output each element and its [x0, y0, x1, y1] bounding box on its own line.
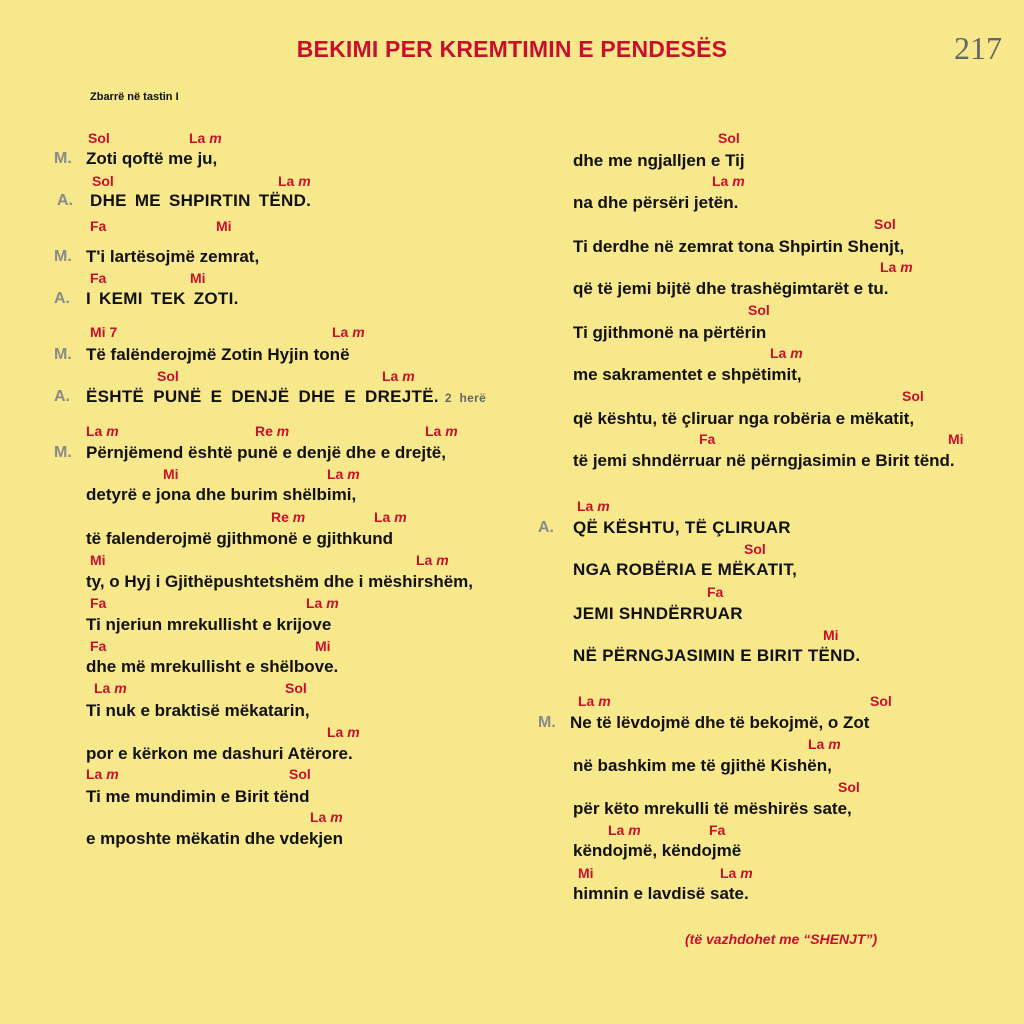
- chord-sol: Sol: [748, 302, 770, 318]
- repeat-marker: 2 herë: [444, 391, 487, 405]
- lyric-line: Ti gjithmonë na përtërin: [573, 323, 767, 342]
- lyric-line: NGA ROBËRIA E MËKATIT,: [573, 560, 798, 579]
- chord-la-minor: La m: [880, 259, 913, 275]
- lyric-line: ËSHTË PUNË E DENJË DHE E DREJTË. 2 herë: [86, 387, 487, 406]
- chord-sol: Sol: [838, 779, 860, 795]
- lyric-line: Ti njeriun mrekullisht e krijove: [86, 615, 332, 634]
- chord-re-minor: Re m: [255, 423, 290, 439]
- chord-re-minor: Re m: [271, 509, 306, 525]
- speaker-a: A.: [538, 519, 554, 536]
- lyric-line: DHE ME SHPIRTIN TËND.: [90, 191, 312, 210]
- lyric-line: T'i lartësojmë zemrat,: [86, 247, 260, 266]
- lyric-line: Ti nuk e braktisë mëkatarin,: [86, 701, 310, 720]
- lyric-line: I KEMI TEK ZOTI.: [86, 289, 239, 308]
- chord-la-minor: La m: [327, 724, 360, 740]
- lyric-line: Të falënderojmë Zotin Hyjin tonë: [86, 345, 350, 364]
- chord-fa: Fa: [90, 595, 107, 611]
- chord-la-minor: La m: [374, 509, 407, 525]
- lyric-line: detyrë e jona dhe burim shëlbimi,: [86, 485, 357, 504]
- lyric-line: QË KËSHTU, TË ÇLIRUAR: [573, 518, 791, 537]
- speaker-m: M.: [54, 150, 72, 167]
- lyric-line: për këto mrekulli të mëshirës sate,: [573, 799, 852, 818]
- chord-mi: Mi: [823, 627, 839, 643]
- chord-la-minor: La m: [577, 498, 610, 514]
- lyric-line: por e kërkon me dashuri Atërore.: [86, 744, 353, 763]
- chord-mi: Mi: [163, 466, 179, 482]
- speaker-a: A.: [54, 388, 70, 405]
- lyric-line: himnin e lavdisë sate.: [573, 884, 749, 903]
- chord-la-minor: La m: [770, 345, 803, 361]
- tuning-note: Zbarrë në tastin I: [90, 91, 179, 103]
- chord-la-minor: La m: [416, 552, 449, 568]
- chord-la-minor: La m: [306, 595, 339, 611]
- speaker-a: A.: [57, 192, 73, 209]
- lyric-line: Ne të lëvdojmë dhe të bekojmë, o Zot: [570, 713, 870, 732]
- chord-la-minor: La m: [712, 173, 745, 189]
- chord-sol: Sol: [285, 680, 307, 696]
- chord-fa: Fa: [699, 431, 716, 447]
- chord-fa: Fa: [707, 584, 724, 600]
- lyric-line: ty, o Hyj i Gjithëpushtetshëm dhe i mëshirshëm,: [86, 572, 473, 591]
- chord-fa: Fa: [90, 218, 107, 234]
- chord-la-minor: La m: [327, 466, 360, 482]
- lyric-line: NË PËRNGJASIMIN E BIRIT TËND.: [573, 646, 861, 665]
- chord-la-minor: La m: [310, 809, 343, 825]
- chord-mi7: Mi 7: [90, 324, 118, 340]
- speaker-m: M.: [538, 714, 556, 731]
- chord-fa: Fa: [90, 638, 107, 654]
- lyric-line: që kështu, të çliruar nga robëria e mëkatit,: [573, 409, 915, 428]
- chord-mi: Mi: [90, 552, 106, 568]
- lyric-line: Ti derdhe në zemrat tona Shpirtin Shenjt,: [573, 237, 905, 256]
- chord-la-minor: La m: [608, 822, 641, 838]
- chord-la-minor: La m: [578, 693, 611, 709]
- chord-sol: Sol: [902, 388, 924, 404]
- page-number: 217: [954, 30, 1002, 66]
- lyric-line: dhe me ngjalljen e Tij: [573, 151, 745, 170]
- lyric-line: Ti me mundimin e Birit tënd: [86, 787, 310, 806]
- lyric-line: dhe më mrekullisht e shëlbove.: [86, 657, 339, 676]
- lyric-line: Përnjëmend është punë e denjë dhe e drejtë,: [86, 443, 446, 462]
- chord-mi: Mi: [190, 270, 206, 286]
- chord-la-minor: La m: [278, 173, 311, 189]
- lyric-line: JEMI SHNDËRRUAR: [573, 604, 743, 623]
- chord-sol: Sol: [92, 173, 114, 189]
- chord-la-minor: La m: [382, 368, 415, 384]
- chord-sol: Sol: [88, 130, 110, 146]
- chord-sol: Sol: [744, 541, 766, 557]
- chord-la-minor: La m: [808, 736, 841, 752]
- page-title: BEKIMI PER KREMTIMIN E PENDESËS: [296, 36, 728, 62]
- lyric-line: të falenderojmë gjithmonë e gjithkund: [86, 529, 393, 548]
- chord-sol: Sol: [157, 368, 179, 384]
- lyric-line: që të jemi bijtë dhe trashëgimtarët e tu.: [573, 279, 889, 298]
- speaker-m: M.: [54, 248, 72, 265]
- chord-la-minor: La m: [425, 423, 458, 439]
- speaker-m: M.: [54, 346, 72, 363]
- lyric-line: me sakramentet e shpëtimit,: [573, 365, 802, 384]
- chord-sol: Sol: [718, 130, 740, 146]
- chord-la-minor: La m: [189, 130, 222, 146]
- chord-la-minor: La m: [720, 865, 753, 881]
- chord-mi: Mi: [216, 218, 232, 234]
- lyric-line: Zoti qoftë me ju,: [86, 149, 218, 168]
- continuation-note: (të vazhdohet me “SHENJT”): [685, 931, 878, 947]
- chord-la-minor: La m: [86, 766, 119, 782]
- speaker-a: A.: [54, 290, 70, 307]
- lyric-line: të jemi shndërruar në përngjasimin e Birit tënd.: [573, 451, 955, 470]
- lyric-line: këndojmë, këndojmë: [573, 841, 742, 860]
- chord-mi: Mi: [315, 638, 331, 654]
- chord-la-minor: La m: [86, 423, 119, 439]
- chord-fa: Fa: [709, 822, 726, 838]
- chord-la-minor: La m: [94, 680, 127, 696]
- chord-sol: Sol: [289, 766, 311, 782]
- chord-sol: Sol: [870, 693, 892, 709]
- lyric-line: në bashkim me të gjithë Kishën,: [573, 756, 832, 775]
- chord-mi: Mi: [948, 431, 964, 447]
- chord-sol: Sol: [874, 216, 896, 232]
- chord-mi: Mi: [578, 865, 594, 881]
- lyric-line: e mposhte mëkatin dhe vdekjen: [86, 829, 343, 848]
- lyric-line: na dhe përsëri jetën.: [573, 193, 739, 212]
- chord-la-minor: La m: [332, 324, 365, 340]
- speaker-m: M.: [54, 444, 72, 461]
- chord-fa: Fa: [90, 270, 107, 286]
